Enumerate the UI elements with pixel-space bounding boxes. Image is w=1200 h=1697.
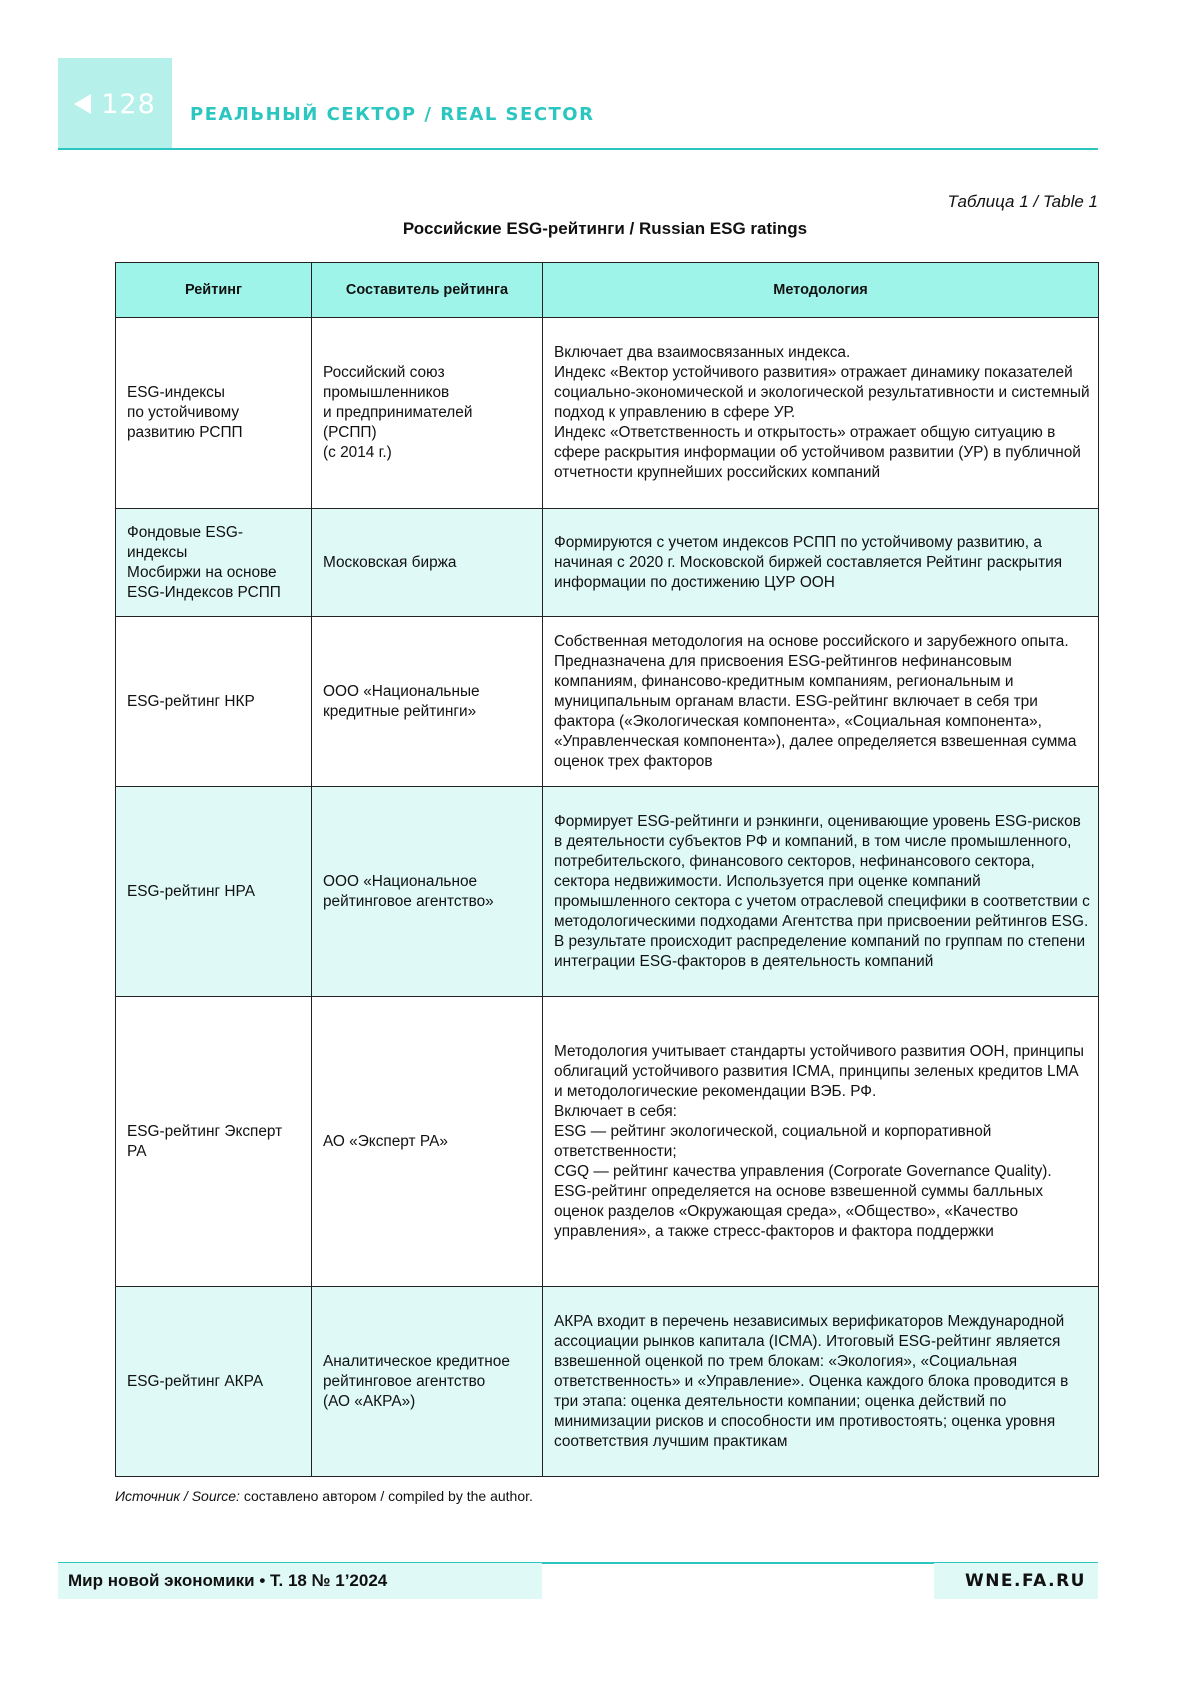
source-note bbox=[115, 1488, 533, 1504]
methodology-cell: Включает два взаимосвязанных индекса. Индекс «Вектор устойчивого развития» отражает динамику показателей социально-экономической и экологической результативности и системный подход к управлению в сфере УР. Индекс «Ответственность и открытость» отражает общую ситуацию в сфере раскрытия информации об устойчивом развитии (УР) в публичной отчетности крупнейших российских компаний bbox=[543, 318, 1099, 509]
rating-cell: ESG-рейтинг НРА bbox=[116, 787, 312, 997]
table-caption: Российские ESG-рейтинги / Russian ESG ratings bbox=[402, 219, 808, 238]
compiler-cell: ООО «Национальные кредитные рейтинги» bbox=[312, 617, 543, 787]
rating-cell: ESG-рейтинг АКРА bbox=[116, 1287, 312, 1477]
journal-footer: Мир новой экономики • Т. 18 № 1’2024 bbox=[58, 1563, 542, 1599]
source-text: составлено автором / compiled by the author. bbox=[239, 1488, 533, 1504]
section-title: РЕАЛЬНЫЙ СЕКТОР / REAL SECTOR bbox=[190, 104, 595, 125]
rating-cell: Фондовые ESG- индексы Мосбиржи на основе ESG-Индексов РСПП bbox=[116, 509, 312, 617]
column-header-compiler: Составитель рейтинга bbox=[312, 263, 543, 318]
rating-cell: ESG-индексы по устойчивому развитию РСПП bbox=[116, 318, 312, 509]
methodology-cell: АКРА входит в перечень независимых верификаторов Международной ассоциации рынков капитала (ICMA). Итоговый ESG-рейтинг является взвешенной оценкой по трем блокам: «Экология», «Социальная ответственность» и «Управление». Оценка каждого блока проводится в три этапа: оценка деятельности компании; оценка действий по минимизации рисков и способности им противостоять; оценка уровня соответствия лучшим практикам bbox=[543, 1287, 1099, 1477]
source-label: Источник / Source: bbox=[115, 1488, 240, 1504]
page-number: 128 bbox=[101, 88, 156, 120]
table-row bbox=[116, 1287, 1099, 1477]
page-number-tab bbox=[58, 58, 172, 150]
compiler-cell: Аналитическое кредитное рейтинговое агентство (АО «АКРА») bbox=[312, 1287, 543, 1477]
column-header-methodology: Методология bbox=[543, 263, 1099, 318]
compiler-cell: ООО «Национальное рейтинговое агентство» bbox=[312, 787, 543, 997]
rating-cell: ESG-рейтинг НКР bbox=[116, 617, 312, 787]
table-row bbox=[116, 509, 1099, 617]
header-divider bbox=[58, 148, 1098, 150]
methodology-cell: Методология учитывает стандарты устойчивого развития ООН, принципы облигаций устойчивого развития ICMA, принципы зеленых кредитов LMA и методологические рекомендации ВЭБ. РФ. Включает в себя: ESG — рейтинг экологической, социальной и корпоративной ответственности; CGQ — рейтинг качества управления (Corporate Governance Quality). ESG-рейтинг определяется на основе взвешенной суммы балльных оценок разделов «Окружающая среда», «Общество», «Качество управления», а также стресс-факторов и фактора поддержки bbox=[543, 997, 1099, 1287]
rating-cell: ESG-рейтинг Эксперт РА bbox=[116, 997, 312, 1287]
site-link[interactable]: WNE.FA.RU bbox=[934, 1563, 1098, 1599]
table-row bbox=[116, 997, 1099, 1287]
methodology-cell: Формирует ESG-рейтинги и рэнкинги, оценивающие уровень ESG-рисков в деятельности субъектов РФ и компаний, в том числе промышленного, потребительского, финансового секторов, нефинансового сектора, сектора недвижимости. Используется при оценке компаний промышленного сектора с учетом отраслевой специфики в соответствии с методологическими подходами Агентства при присвоении рейтингов ESG. В результате происходит распределение компаний по группам по степени интеграции ESG-факторов в деятельность компаний bbox=[543, 787, 1099, 997]
table-number: Таблица 1 / Table 1 bbox=[947, 192, 1098, 211]
table-row bbox=[116, 787, 1099, 997]
compiler-cell: Московская биржа bbox=[312, 509, 543, 617]
compiler-cell: АО «Эксперт РА» bbox=[312, 997, 543, 1287]
esg-ratings-table bbox=[115, 262, 1099, 1477]
compiler-cell: Российский союз промышленников и предпринимателей (РСПП) (с 2014 г.) bbox=[312, 318, 543, 509]
methodology-cell: Собственная методология на основе российского и зарубежного опыта. Предназначена для присвоения ESG-рейтингов нефинансовым компаниям, финансово-кредитным компаниям, региональным и муниципальным органам власти. ESG-рейтинг включает в себя три фактора («Экологическая компонента», «Социальная компонента», «Управленческая компонента»), далее определяется взвешенная сумма оценок трех факторов bbox=[543, 617, 1099, 787]
methodology-cell: Формируются с учетом индексов РСПП по устойчивому развитию, а начиная с 2020 г. Московской биржей составляется Рейтинг раскрытия информации по достижению ЦУР ООН bbox=[543, 509, 1099, 617]
table-header-row bbox=[116, 263, 1099, 318]
column-header-rating: Рейтинг bbox=[116, 263, 312, 318]
table-row bbox=[116, 318, 1099, 509]
back-arrow-icon[interactable] bbox=[74, 94, 91, 114]
table-row bbox=[116, 617, 1099, 787]
